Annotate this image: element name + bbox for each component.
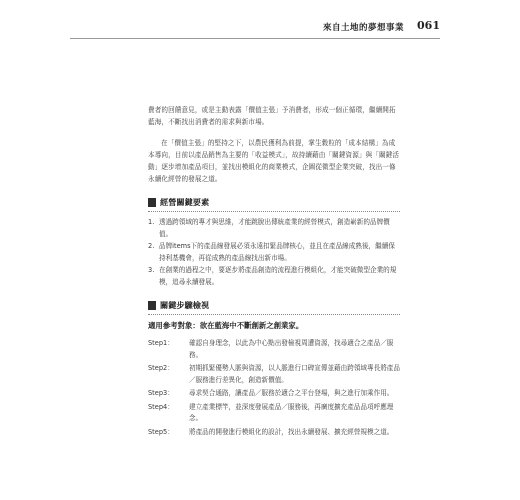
step-label: Step4： xyxy=(148,402,174,411)
section-heading xyxy=(148,299,400,312)
list-number: 3. xyxy=(148,266,155,274)
list-item xyxy=(148,241,400,264)
section-title: 經營關鍵要素 xyxy=(160,197,210,207)
step-item xyxy=(148,427,400,439)
page-header xyxy=(70,0,440,39)
step-item xyxy=(148,388,400,400)
step-text: 尋求契合通路，讓產品／服務於適合之平台登場，與之進行加乘作用。 xyxy=(189,389,394,397)
list-text: 品牌items下的產品線發展必須永遠扣緊品牌核心，並且在產品線成熟後，繼續保持利基機會，再從成熟的產品線找出新市場。 xyxy=(159,242,395,262)
step-text: 確認自身理念，以此為中心點出發檢視周遭資源，找尋適合之產品／服務。 xyxy=(189,339,394,359)
paragraph: 在「價值主張」的堅持之下，以農民獲利為前提，掌生穀粒的「成本結構」為成本導向，目前以產品銷售為主要的「收益模式」，故持續藉由「關鍵資源」與「關鍵活動」逐步增加產品項目，並找出模組化的商業模式，企圖從微型企業突破，找出一條永續化經營的發展之道。 xyxy=(148,139,400,183)
dotted-divider xyxy=(148,211,400,212)
dotted-divider xyxy=(148,314,400,315)
paragraph: 費者的回饋意見，或是主動表露「價值主張」予消費者，形成一個正循環，繼續開拓藍海，不斷找出消費者的需求與新市場。 xyxy=(148,106,396,126)
step-text: 初期抓緊優勢人脈與資源，以人脈進行口碑宣傳並藉由跨領域專長將產品／服務進行差異化，創造新價值。 xyxy=(189,364,400,384)
list-number: 2. xyxy=(148,242,155,250)
step-text: 將產品的開發進行模組化的設計，找出永續發展、擴充經營規模之道。 xyxy=(189,427,394,436)
list-text: 透過跨領域的專才與思維，才能跳脫出傳統產業的經營模式，創造嶄新的品牌價值。 xyxy=(159,218,390,238)
step-label: Step3： xyxy=(148,389,174,397)
step-item xyxy=(148,338,400,361)
recommend-line: 適用參考對象：欲在藍海中不斷創新之創業家。 xyxy=(148,321,304,330)
running-title: 來自土地的夢想事業 xyxy=(322,23,404,33)
section-title: 關鍵步驟檢視 xyxy=(160,300,210,310)
list-text: 在創業的過程之中，要逐步將產品創造的流程進行模組化，才能突破微型企業的規模，追尋永續發展。 xyxy=(159,266,397,286)
list-item xyxy=(148,265,400,288)
list-item xyxy=(148,217,400,240)
section-heading xyxy=(148,196,400,209)
step-label: Step5： xyxy=(148,427,174,436)
step-item xyxy=(148,402,400,425)
step-text: 建立產業標竿，並深度發展產品／服務後，再廣度擴充產品品項呼應理念。 xyxy=(189,402,394,422)
step-label: Step1： xyxy=(148,339,174,347)
page-body xyxy=(148,104,400,440)
step-item xyxy=(148,363,400,386)
list-number: 1. xyxy=(148,218,155,226)
step-label: Step2： xyxy=(148,364,174,372)
page-number: 061 xyxy=(417,19,440,32)
